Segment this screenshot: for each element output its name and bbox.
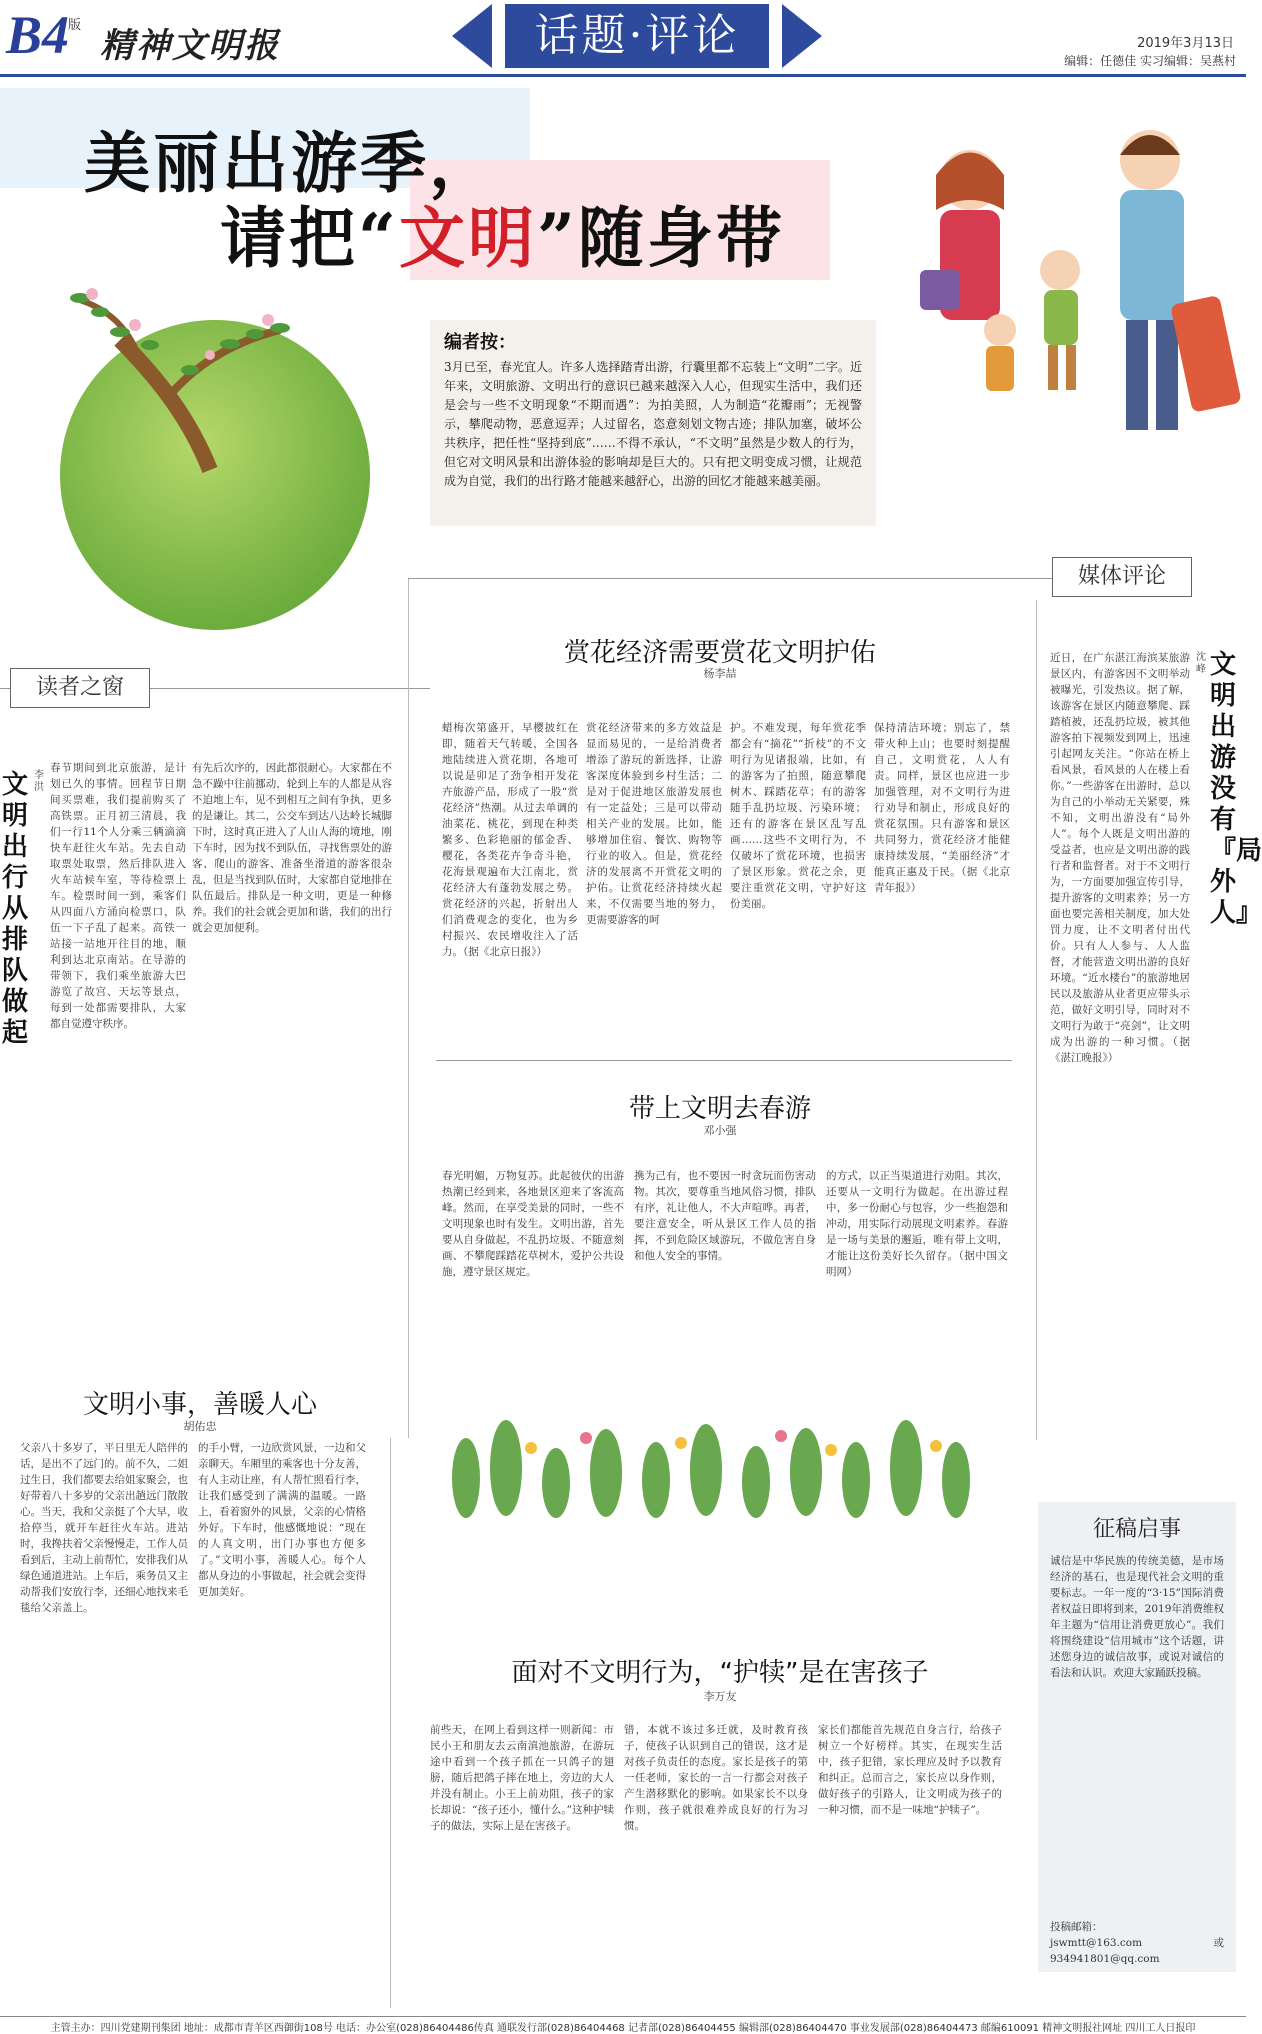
- page-footer: 主管主办：四川党建期刊集团 地址：成都市青羊区西御街108号 电话：办公室(028)86404486传真 通联发行部(028)86404468 记者部(028)86404455 编辑部(028)86404470 事业发展部(028)86404473 邮编610091 精神文明报社网址 四川工人日报印: [0, 2016, 1246, 2034]
- plants-illustration: [436, 1408, 1002, 1518]
- media-frame-right: [1036, 600, 1037, 1440]
- article4-author: 李洪: [34, 770, 44, 793]
- article6-col2: 错，本就不该过多迁就，及时教育孩子，使孩子认识到自己的错误，这才是对孩子负责任的态度。家长是孩子的第一任老师，家长的一言一行都会对孩子产生潜移默化的影响。如果家长不以身作则，孩子就很难养成良好的行为习惯。: [624, 1724, 808, 1832]
- article4-col1: 春节期间到北京旅游，是计划已久的事情。回程节日期间买票难，我们提前购买了高铁票。正月初三清晨，我们一行11个人分乘三辆滴滴快车赶往火车站。先去自动取票处取票，然后排队进入火车站候车室，等待检票上车。检票时间一到，乘客们从四面八方涌向检票口，队伍一下子乱了起来。高铁一站接一站地开往目的地，顺利到达北京南站。在导游的带领下，我们乘坐旅游大巴游览了故宫、天坛等景点，每到一处都需要排队，大家都自觉遵守秩序。: [50, 762, 186, 1030]
- article1-title: 赏花经济需要赏花文明护佑: [563, 638, 876, 668]
- article5-title: 文明小事，善暖人心: [82, 1390, 317, 1420]
- article5-col2: 的手小臂，一边欣赏风景，一边和父亲聊天。车厢里的乘客也十分友善，有人主动让座，有人帮忙照看行李，让我们感受到了满满的温暖。一路上，看着窗外的风景，父亲的心情格外好。下车时，他感慨地说：“现在的人真文明，出门办事也方便多了。”文明小事，善暖人心。每个人都从身边的小事做起，社会就会变得更加美好。: [198, 1442, 366, 1598]
- call-for-papers-title: 征稿启事: [1092, 1517, 1181, 1542]
- media-frame-left: [408, 578, 409, 1438]
- prev-arrow-icon[interactable]: [452, 4, 492, 68]
- call-for-papers-body: 诚信是中华民族的传统美德，是市场经济的基石，也是现代社会文明的重要标志。一年一度的“3·15”国际消费者权益日即将到来，2019年消费维权年主题为“信用让消费更放心”。我们将围绕建设“信用城市”这个话题，讲述您身边的诚信故事，或说对诚信的看法和认识。欢迎大家踊跃投稿。: [1050, 1555, 1224, 1679]
- article5-rule: [390, 1438, 391, 2008]
- article6-col1: 前些天，在网上看到这样一则新闻：市民小王和朋友去云南滇池旅游，在游玩途中看到一个孩子抓在一只鸽子的翅膀，随后把鸽子摔在地上，旁边的大人并没有制止。小王上前劝阻，孩子的家长却说：“孩子还小，懂什么。”这种护犊子的做法，实际上是在害孩子。: [430, 1724, 614, 1832]
- article1-col3: 护。不难发现，每年赏花季都会有“摘花”“折枝”的不文明行为见诸报端，比如，有的游客为了拍照，随意攀爬树木、踩踏花草；有的游客随手乱扔垃圾、污染环境；还有的游客在景区乱写乱画……这些不文明行为，不仅破坏了赏花环境，也损害了景区形象。赏花之余，更要注重赏花文明，守护好这份美丽。: [730, 722, 866, 910]
- article6-author: 李万友: [703, 1690, 737, 1703]
- family-illustration: [880, 120, 1240, 500]
- feature-title-line1: 美丽出游季，: [84, 124, 498, 202]
- feature-title-red: 文明: [398, 199, 537, 277]
- article1-author: 杨李喆: [703, 667, 737, 680]
- page-label: 版: [68, 18, 82, 33]
- editor-note-body: 3月已至，春光宜人。许多人选择踏青出游，行囊里都不忘装上“文明”二字。近年来，文明旅游、文明出行的意识已越来越深入人心，但现实生活中，我们还是会与一些不文明现象“不期而遇”：为拍美照，人为制造“花瓣雨”；无视警示，攀爬动物，恶意逗弄；人过留名，恣意刻划文物古迹；排队加塞，破坏公共秩序，把任性“坚持到底”……不得不承认，“不文明”虽然是少数人的行为，但它对文明风景和出游体验的影响却是巨大的。只有把文明变成习惯，让规范成为自觉，我们的出行路才能越来越舒心，出游的回忆才能越来越美丽。: [444, 360, 862, 488]
- next-arrow-icon[interactable]: [782, 4, 822, 68]
- article2-col3: 的方式，以正当渠道进行劝阻。其次，还要从一文明行为做起。在出游过程中，多一份耐心与包容，少一些抱怨和冲动，用实际行动展现文明素养。春游是一场与美景的邂逅，唯有带上文明，才能让这份美好长久留存。（据中国文明网）: [826, 1170, 1008, 1278]
- article2-col1: 春光明媚，万物复苏。此起彼伏的出游热潮已经到来，各地景区迎来了客流高峰。然而，在享受美景的同时，一些不文明现象也时有发生。文明出游，首先要从自身做起，不乱扔垃圾、不随意刻画、不攀爬踩踏花草树木，爱护公共设施，遵守景区规定。: [442, 1170, 624, 1278]
- article3-title: 文明出游没有『局外人』: [1210, 650, 1262, 928]
- page-number: B4: [6, 5, 70, 65]
- article5-col1: 父亲八十多岁了，平日里无人陪伴的话，是出不了远门的。前不久，二姐过生日，我们都要去给姐家聚会，也好带着八十多岁的父亲出趟远门散散心。当天，我和父亲挺了个大早，收拾停当，就开车赶往火车站。进站时，我搀扶着父亲慢慢走，工作人员看到后，主动上前帮忙，安排我们从绿色通道进站。上车后，乘务员又主动帮我们安放行李，还细心地找来毛毯给父亲盖上。: [20, 1442, 188, 1614]
- article6-col3: 家长们都能首先规范自身言行，给孩子树立一个好榜样。其实，在现实生活中，孩子犯错，家长理应及时予以教育和纠正。总而言之，家长应以身作则，做好孩子的引路人，让文明成为孩子的一种习惯，而不是一味地“护犊子”。: [818, 1724, 1002, 1816]
- issue-date: 2019年3月13日: [1137, 36, 1234, 51]
- article3-author: 沈峰: [1196, 652, 1206, 675]
- article1-col1: 蜡梅次第盛开，早樱披红在即，随着天气转暖，全国各地陆续进入赏花期，各地可以说是卯足了劲争相开发花卉旅游产品，形成了一股“赏花经济”热潮。从过去单调的油菜花、桃花，到现在种类繁多、色彩艳丽的郁金香、樱花，各类花卉争奇斗艳，花海景观遍布大江南北，赏花经济大有蓬勃发展之势。赏花经济的兴起，折射出人们消费观念的变化，也为乡村振兴、农民增收注入了活力。（据《北京日报》）: [442, 722, 578, 958]
- article1-col2: 赏花经济带来的多方效益是显而易见的，一是给消费者增添了游玩的新选择，让游客深度体验到乡村生活；二是对于促进地区旅游发展也有一定益处；三是可以带动相关产业的发展。比如，能够增加住宿、餐饮、购物等行业的收入。但是，赏花经济的发展离不开赏花文明的护佑。让赏花经济持续火起来，不仅需要当地的努力，更需要游客的呵: [586, 722, 722, 926]
- call-for-papers-box: [1038, 1502, 1236, 1972]
- article1-col4: 保持清洁环境；别忘了，禁带火种上山；也要时刻提醒自己，文明赏花，人人有责。同样，景区也应进一步加强管理，对不文明行为进行劝导和制止，形成良好的赏花氛围。只有游客和景区共同努力，赏花经济才能健康持续发展，“美丽经济”才能真正惠及于民。（据《北京青年报》）: [874, 722, 1010, 894]
- article2-col2: 携为己有，也不要因一时贪玩而伤害动物。其次，要尊重当地风俗习惯，排队有序，礼让他人，不大声喧哗。再者，要注意安全，听从景区工作人员的指挥，不到危险区域游玩，不做危害自身和他人安全的事情。: [634, 1170, 816, 1262]
- editor-note-box: [430, 320, 876, 526]
- section-title: 话题·评论: [505, 4, 769, 68]
- article3-body: 近日，在广东湛江海滨某旅游景区内，有游客因不文明举动被曝光，引发热议。据了解，该游客在景区内随意攀爬、踩踏植被，还乱扔垃圾，被其他游客拍下视频发到网上，迅速引起网友关注。“你站在桥上看风景，看风景的人在楼上看你。”一些游客在出游时，总以为自己的小举动无关紧要，殊不知，文明出游没有“局外人”。每个人既是文明出游的受益者，也应是文明出游的践行者和监督者。对于不文明行为，一方面要加强宣传引导，提升游客的文明素养；另一方面也要完善相关制度，加大处罚力度，让不文明者付出代价。只有人人参与、人人监督，才能营造文明出游的良好环境。“近水楼台”的旅游地居民以及旅游从业者更应带头示范，做好文明引导，同时对不文明行为敢于“亮剑”，让文明成为出游的一种习惯。（据《湛江晚报》）: [1050, 652, 1190, 1064]
- media-comment-tag: 媒体评论: [1052, 557, 1192, 597]
- call-for-papers-email-label: 投稿邮箱：: [1050, 1921, 1103, 1933]
- reader-window-tag: 读者之窗: [10, 668, 150, 708]
- article1-rule: [436, 1060, 1012, 1061]
- article5-author: 胡佑忠: [183, 1420, 217, 1433]
- masthead: 精神文明报: [100, 26, 280, 66]
- call-for-papers-email[interactable]: jswmtt@163.com 或 934941801@qq.com: [1050, 1937, 1224, 1965]
- article2-author: 邓小强: [703, 1124, 737, 1137]
- article4-title: 文明出行从排队做起: [2, 770, 29, 1048]
- reader-rule-right: [150, 688, 430, 689]
- reader-rule-left: [0, 688, 10, 689]
- editor-note-label: 编者按：: [444, 332, 516, 353]
- article2-title: 带上文明去春游: [628, 1094, 811, 1124]
- editors-line: 编辑：任德佳 实习编辑：吴燕村: [1064, 54, 1236, 68]
- feature-title-line2: 请把“文明”随身带: [220, 199, 785, 277]
- article4-col2: 有先后次序的，因此都很耐心。大家都在不急不躁中往前挪动，轮到上车的人都是从容不迫地上车，见不到相互之间有争执，更多的是谦让。其二，公交车到达八达岭长城脚下时，这时真正进入了人山人海的境地，刚下车时，因为找不到队伍，寻找售票处的游客、爬山的游客、准备坐滑道的游客很杂乱，但是当找到队伍时，大家都自觉地排在队伍最后。排队是一种文明，更是一种修养。我们的社会就会更加和谐，我们的出行就会更加便利。: [192, 762, 392, 934]
- tree-illustration: [40, 220, 360, 480]
- media-frame-top: [408, 578, 1052, 579]
- article6-title: 面对不文明行为，“护犊”是在害孩子: [511, 1658, 929, 1688]
- header-rule: [0, 74, 1246, 77]
